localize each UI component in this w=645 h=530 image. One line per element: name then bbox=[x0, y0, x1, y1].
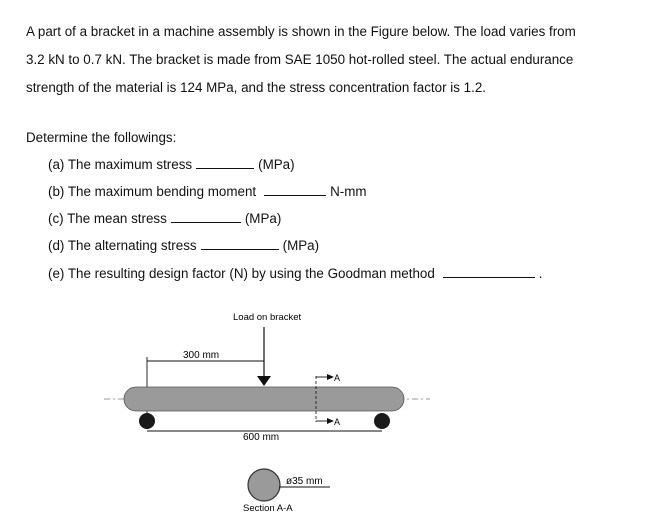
dim-600-label: 600 mm bbox=[243, 432, 280, 443]
statement-line-2: 3.2 kN to 0.7 kN. The bracket is made from SAE 1050 hot-rolled steel. The actual endurance bbox=[26, 52, 574, 67]
questions-heading: Determine the followings: bbox=[26, 130, 177, 145]
section-label: Section A-A bbox=[243, 503, 293, 514]
question-c-text: (c) The mean stress bbox=[48, 211, 167, 226]
question-e-text: (e) The resulting design factor (N) by using the Goodman method bbox=[48, 266, 435, 281]
question-a-unit: (MPa) bbox=[258, 157, 295, 172]
left-support bbox=[139, 413, 155, 429]
question-b-unit: N-mm bbox=[330, 184, 367, 199]
load-arrow-head bbox=[257, 376, 271, 386]
section-arrow-bottom bbox=[327, 418, 334, 424]
statement-line-3: strength of the material is 124 MPa, and the stress concentration factor is 1.2. bbox=[26, 80, 486, 95]
question-a-text: (a) The maximum stress bbox=[48, 157, 193, 172]
question-d-unit: (MPa) bbox=[282, 238, 320, 253]
diameter-label: ø35 mm bbox=[286, 476, 323, 487]
section-arrow-top bbox=[327, 374, 334, 380]
question-c-unit: (MPa) bbox=[244, 211, 282, 226]
dim-300-label: 300 mm bbox=[183, 350, 220, 361]
section-circle bbox=[248, 469, 280, 501]
section-mark-top: A bbox=[334, 373, 341, 383]
section-mark-bottom: A bbox=[334, 417, 341, 427]
bracket-beam bbox=[124, 387, 404, 411]
question-b-text: (b) The maximum bending moment bbox=[48, 184, 257, 199]
right-support bbox=[374, 413, 390, 429]
question-e-unit: . bbox=[538, 266, 543, 281]
load-label: Load on bracket bbox=[233, 312, 302, 323]
statement-line-1: A part of a bracket in a machine assembly is shown in the Figure below. The load varies from bbox=[26, 24, 576, 39]
question-d-text: (d) The alternating stress bbox=[48, 238, 197, 253]
